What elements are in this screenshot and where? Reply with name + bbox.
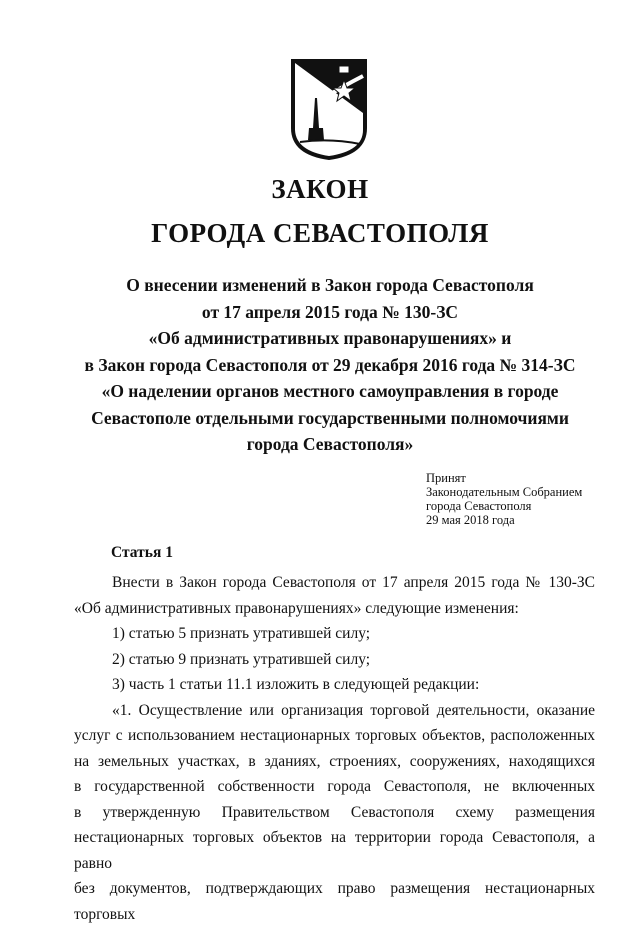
body-line: в утвержденную Правительством Севастополя схему размещения [74, 803, 595, 821]
body-line: 1) статью 5 признать утратившей силу; [112, 625, 371, 642]
subject-line: «Об административных правонарушениях» и [148, 328, 512, 348]
subject-line: Севастополе отдельными государственными полномочиями [91, 407, 569, 428]
body-line: в государственной собственности города Севастополя, не включенных [74, 778, 595, 795]
subject-line: «О наделении органов местного самоуправления в городе [101, 381, 559, 401]
body-line: «Об административных правонарушениях» следующие изменения: [74, 599, 519, 617]
body-line: услуг с использованием нестационарных торговых объектов, расположенных [74, 727, 595, 744]
body-line: 3) часть 1 статьи 11.1 изложить в следующей редакции: [112, 676, 480, 693]
body-line: без документов, подтверждающих право размещения нестационарных торговых [74, 880, 595, 923]
adopted-body: Законодательным Собранием [426, 485, 583, 499]
subject-line: от 17 апреля 2015 года № 130-ЗС [201, 301, 459, 322]
body-line: нестационарных торговых объектов на территории города Севастополя, а равно [74, 829, 595, 872]
adopted-city: города Севастополя [426, 499, 532, 513]
adopted-label: Принят [426, 471, 466, 485]
law-city-title: ГОРОДА СЕВАСТОПОЛЯ [151, 218, 489, 248]
body-line: 2) статью 9 признать утратившей силу; [112, 650, 371, 668]
adopted-date: 29 мая 2018 года [426, 513, 515, 527]
article-heading: Статья 1 [111, 544, 173, 561]
law-title: ЗАКОН [271, 174, 369, 204]
subject-line: города Севастополя» [246, 434, 414, 454]
body-line: на земельных участках, в зданиях, строениях, сооружениях, находящихся [74, 752, 595, 770]
sevastopol-coat-of-arms-icon [290, 58, 368, 161]
subject-line: в Закон города Севастополя от 29 декабря 2016 года № 314-ЗС [84, 354, 576, 375]
law-subject [60, 272, 600, 458]
article-body [74, 570, 595, 927]
adoption-block [426, 471, 582, 527]
body-line: «1. Осуществление или организация торговой деятельности, оказание [112, 701, 595, 719]
subject-line: О внесении изменений в Закон города Севастополя [126, 275, 534, 295]
body-line: Внести в Закон города Севастополя от 17 апреля 2015 года № 130-ЗС [112, 574, 595, 591]
